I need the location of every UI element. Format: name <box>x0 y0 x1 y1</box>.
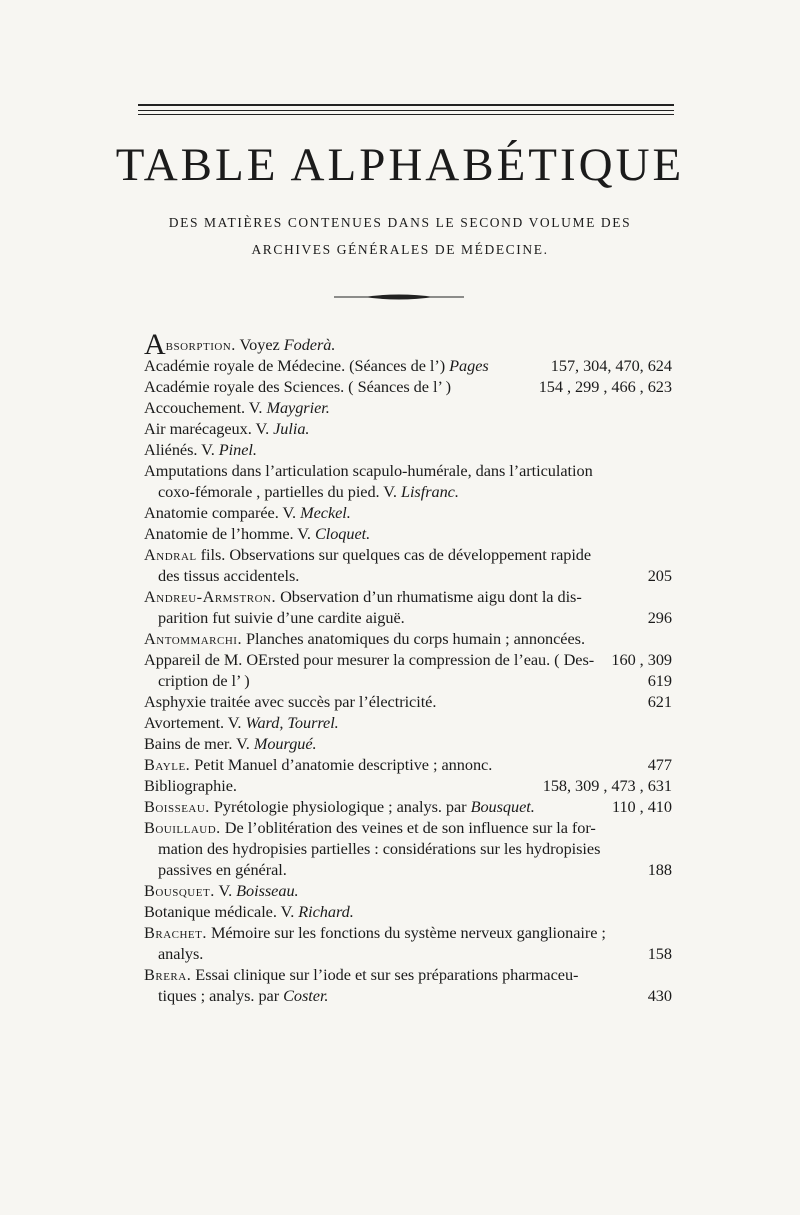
index-entry <box>144 376 678 397</box>
entry-text: Académie royale des Sciences. ( Séances de l’ ) <box>144 377 452 396</box>
subtitle-line-2: ARCHIVES GÉNÉRALES DE MÉDECINE. <box>251 242 549 257</box>
entry-pages: 154 , 299 , 466 , 623 <box>538 377 672 396</box>
index-entry <box>144 880 678 901</box>
page-title: TABLE ALPHABÉTIQUE <box>115 139 685 191</box>
entry-pages: 477 <box>647 755 672 774</box>
entry-continuation <box>144 481 678 502</box>
entry-text: mation des hydropisies partielles : considérations sur les hydropisies <box>158 839 601 858</box>
entry-text: De l’oblitération des veines et de son influence sur la for- <box>220 818 596 837</box>
top-rule-thick <box>138 104 674 106</box>
index-entry <box>144 586 678 607</box>
entry-heading: Brachet. <box>144 923 207 942</box>
entry-text: analys. <box>158 944 204 963</box>
entry-pages: 158 <box>647 944 672 963</box>
index-entry <box>144 817 678 838</box>
entry-heading: Andral <box>144 545 197 564</box>
entry-text: passives en général. <box>158 860 287 879</box>
entry-text: V. <box>214 881 237 900</box>
entry-text: Appareil de M. OErsted pour mesurer la compression de l’eau. ( Des- <box>144 650 595 669</box>
entry-heading: Antommarchi. <box>144 629 243 648</box>
index-entry <box>144 628 678 649</box>
index-entry <box>144 502 678 523</box>
index-entry <box>144 754 678 775</box>
entry-italic: Maygrier. <box>266 398 330 417</box>
ornamental-rule <box>334 290 464 304</box>
index-entry <box>144 439 678 460</box>
entry-text: Accouchement. V. <box>144 398 267 417</box>
index-entries <box>144 328 678 1006</box>
entry-text: Aliénés. V. <box>144 440 219 459</box>
entry-text: Pyrétologie physiologique ; analys. par <box>209 797 471 816</box>
entry-italic: Coster. <box>283 986 329 1005</box>
entry-pages: 188 <box>647 860 672 879</box>
entry-text: Asphyxie traitée avec succès par l’électricité. <box>144 692 437 711</box>
index-entry <box>144 460 678 481</box>
index-entry <box>144 523 678 544</box>
entry-text: Bains de mer. V. <box>144 734 254 753</box>
entry-text: Avortement. V. <box>144 713 246 732</box>
entry-pages: 110 , 410 <box>611 797 672 816</box>
entry-heading: bsorption. <box>165 335 236 354</box>
entry-text: Planches anatomiques du corps humain ; annoncées. <box>242 629 585 648</box>
entry-text: Anatomie de l’homme. V. <box>144 524 315 543</box>
entry-text: des tissus accidentels. <box>158 566 300 585</box>
entry-text: Essai clinique sur l’iode et sur ses préparations pharmaceu- <box>191 965 579 984</box>
entry-initial: A <box>144 328 166 361</box>
entry-italic: Julia. <box>273 419 310 438</box>
index-entry <box>144 733 678 754</box>
entry-heading: Bayle. <box>144 755 191 774</box>
index-entry <box>144 355 678 376</box>
entry-text: Amputations dans l’articulation scapulo-humérale, dans l’articulation <box>144 461 593 480</box>
entry-text: Académie royale de Médecine. (Séances de l’) <box>144 356 450 375</box>
entry-text: fils. Observations sur quelques cas de développement rapide <box>196 545 592 564</box>
entry-heading: Brera. <box>144 965 192 984</box>
entry-pages: 296 <box>647 608 672 627</box>
index-entry <box>144 691 678 712</box>
entry-italic: Lisfranc. <box>400 482 459 501</box>
top-rule-thin <box>138 110 674 111</box>
index-entry <box>144 544 678 565</box>
entry-continuation <box>144 838 678 859</box>
entry-pages: 205 <box>647 566 672 585</box>
entry-heading: Boisseau. <box>144 797 210 816</box>
entry-text: Mémoire sur les fonctions du système nerveux ganglionaire ; <box>206 923 606 942</box>
subtitle-line-1: DES MATIÈRES CONTENUES DANS LE SECOND VOLUME DES <box>168 215 632 230</box>
entry-continuation <box>144 859 678 880</box>
index-entry <box>144 775 678 796</box>
entry-pages: 160 , 309 <box>611 650 672 669</box>
index-entry <box>144 649 678 670</box>
entry-text: coxo-fémorale , partielles du pied. V. <box>158 482 401 501</box>
entry-italic: Richard. <box>298 902 354 921</box>
entry-text: Petit Manuel d’anatomie descriptive ; annonc. <box>190 755 493 774</box>
index-entry <box>144 328 678 361</box>
entry-heading: Bouillaud. <box>144 818 221 837</box>
entry-text: Air marécageux. V. <box>144 419 274 438</box>
entry-italic: Pages <box>449 356 489 375</box>
entry-italic: Ward, Tourrel. <box>245 713 339 732</box>
entry-pages: 158, 309 , 473 , 631 <box>542 776 672 795</box>
index-entry <box>144 796 678 817</box>
entry-continuation <box>144 607 678 628</box>
entry-text: Bibliographie. <box>144 776 237 795</box>
entry-text: cription de l’ ) <box>158 671 250 690</box>
entry-continuation <box>144 565 678 586</box>
entry-italic: Meckel. <box>300 503 351 522</box>
index-entry <box>144 901 678 922</box>
entry-heading: Andreu-Armstron. <box>144 587 277 606</box>
entry-text: Botanique médicale. V. <box>144 902 299 921</box>
index-entry <box>144 418 678 439</box>
entry-text: parition fut suivie d’une cardite aiguë. <box>158 608 405 627</box>
index-entry <box>144 964 678 985</box>
entry-italic: Cloquet. <box>314 524 371 543</box>
entry-continuation <box>144 670 678 691</box>
entry-pages: 619 <box>647 671 672 690</box>
entry-pages: 430 <box>647 986 672 1005</box>
entry-italic: Mourgué. <box>253 734 317 753</box>
entry-text: Observation d’un rhumatisme aigu dont la dis- <box>276 587 582 606</box>
entry-heading: Bousquet. <box>144 881 215 900</box>
entry-continuation <box>144 985 678 1006</box>
index-entry <box>144 922 678 943</box>
entry-pages: 157, 304, 470, 624 <box>550 356 672 375</box>
entry-text: tiques ; analys. par <box>158 986 284 1005</box>
top-rule-thin-2 <box>138 114 674 115</box>
entry-text: Anatomie comparée. V. <box>144 503 301 522</box>
entry-text: Voyez <box>235 335 284 354</box>
entry-italic: Foderà. <box>283 335 336 354</box>
entry-italic: Boisseau. <box>236 881 299 900</box>
index-entry <box>144 397 678 418</box>
index-entry <box>144 712 678 733</box>
entry-continuation <box>144 943 678 964</box>
entry-pages: 621 <box>647 692 672 711</box>
entry-italic: Pinel. <box>218 440 257 459</box>
entry-italic: Bousquet. <box>470 797 535 816</box>
